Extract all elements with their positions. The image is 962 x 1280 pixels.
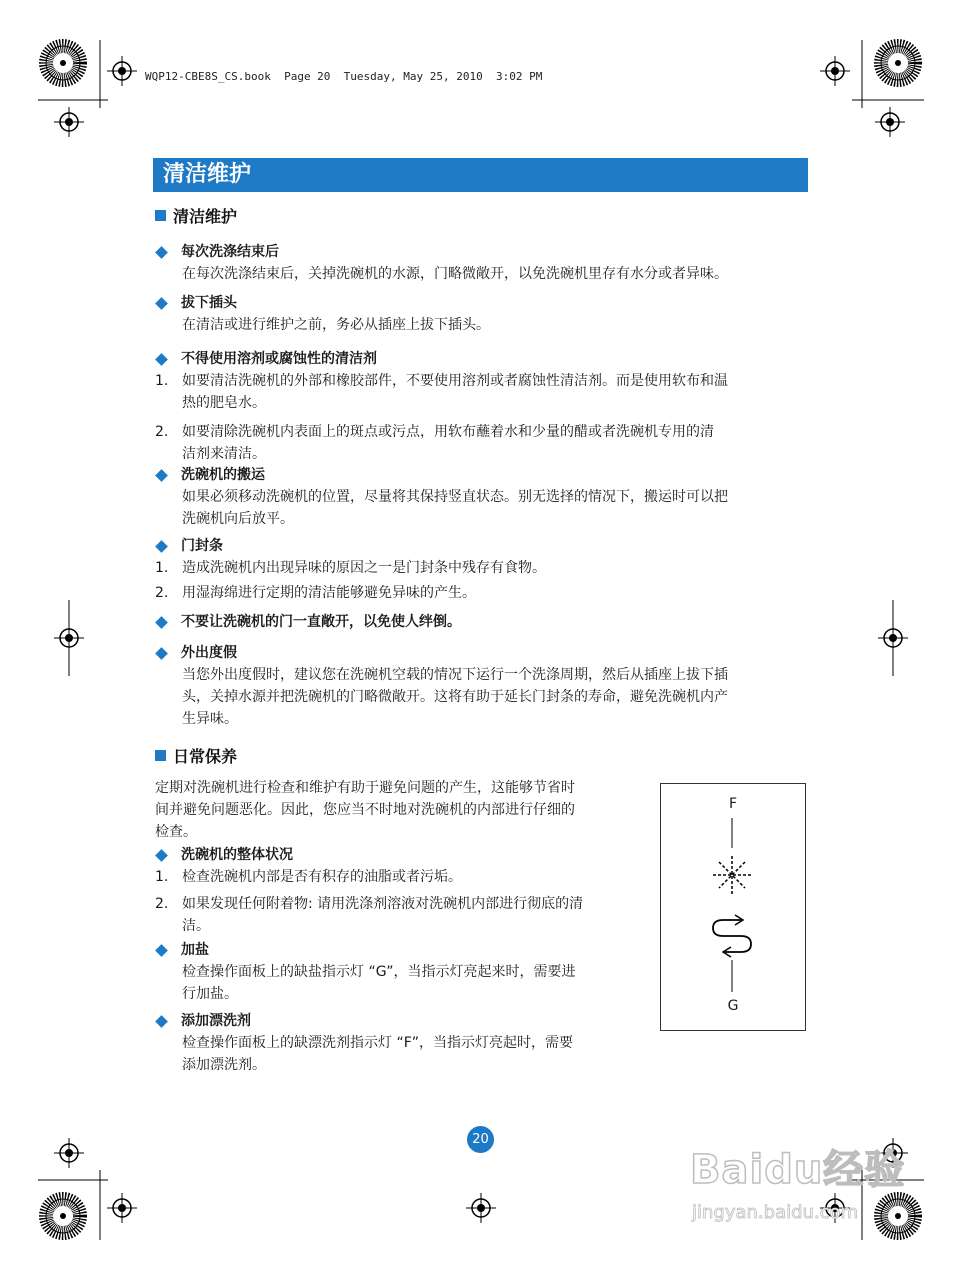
- section-heading-text: 日常保养: [173, 747, 238, 766]
- list-item: 2. 用湿海绵进行定期的清洁能够避免异味的产生。: [155, 585, 476, 601]
- diamond-bullet-icon: [155, 1015, 168, 1028]
- item-title: 加盐: [181, 942, 209, 958]
- item-overall-condition: [155, 844, 655, 937]
- watermark-logo-text: Baidu经验: [690, 1147, 906, 1193]
- page-title: 清洁维护: [153, 158, 808, 192]
- diamond-bullet-icon: [155, 353, 168, 366]
- diamond-bullet-icon: [155, 540, 168, 553]
- item-vacation: 外出度假 当您外出度假时，建议您在洗碗机空载的情况下运行一个洗涤周期，然后从插座上拔下插 头，关掉水源并把洗碗机的门略微敞开。这将有助于延长门封条的寿命，避免洗碗机内产 生异味。: [155, 642, 815, 730]
- watermark-url: jingyan.baidu.com: [692, 1202, 859, 1223]
- diamond-bullet-icon: [155, 616, 168, 629]
- item-body: 在清洁或进行维护之前，务必从插座上拔下插头。: [182, 317, 490, 333]
- item-title: 添加漂洗剂: [181, 1013, 251, 1029]
- diamond-bullet-icon: [155, 849, 168, 862]
- rinse-aid-indicator-label: F: [728, 796, 738, 812]
- item-title: 不得使用溶剂或腐蚀性的清洁剂: [181, 351, 377, 367]
- item-door-open-warning: [155, 611, 461, 633]
- salt-indicator-label: G: [727, 998, 739, 1014]
- indicator-figure: [660, 783, 806, 1031]
- diamond-bullet-icon: [155, 647, 168, 660]
- list-item: 1. 检查洗碗机内部是否有积存的油脂或者污垢。: [155, 869, 462, 885]
- page-number: 20: [467, 1126, 494, 1153]
- item-title: 每次洗涤结束后: [181, 244, 279, 260]
- diamond-bullet-icon: [155, 469, 168, 482]
- item-title: 拔下插头: [181, 295, 237, 311]
- list-item: 2. 如要清除洗碗机内表面上的斑点或污点，用软布蘸着水和少量的醋或者洗碗机专用的清 洁剂来清洁。: [155, 424, 714, 462]
- item-title: 不要让洗碗机的门一直敞开，以免使人绊倒。: [181, 614, 461, 630]
- square-bullet-icon: [155, 750, 166, 761]
- section-heading-text: 清洁维护: [173, 207, 238, 226]
- salt-cycle-icon: [713, 915, 751, 957]
- rinse-aid-sun-icon: [713, 856, 751, 894]
- item-title: 洗碗机的整体状况: [181, 847, 293, 863]
- item-after-wash: [155, 241, 728, 285]
- section-heading-cleaning: [155, 204, 237, 227]
- diamond-bullet-icon: [155, 246, 168, 259]
- item-door-seal: [155, 535, 815, 604]
- section-heading-maintenance: [155, 744, 237, 767]
- item-title: 外出度假: [181, 645, 237, 661]
- book-file-line: WQP12-CBE8S_CS.book Page 20 Tuesday, May 25, 2010 3:02 PM: [145, 70, 543, 83]
- item-add-salt: 加盐 检查操作面板上的缺盐指示灯 “G”，当指示灯亮起来时，需要进 行加盐。: [155, 939, 655, 1005]
- item-moving: 洗碗机的搬运 如果必须移动洗碗机的位置，尽量将其保持竖直状态。别无选择的情况下，搬运时可以把 洗碗机向后放平。: [155, 464, 815, 530]
- diamond-bullet-icon: [155, 944, 168, 957]
- item-unplug: [155, 292, 490, 336]
- item-add-rinse-aid: 添加漂洗剂 检查操作面板上的缺漂洗剂指示灯 “F”，当指示灯亮起时，需要 添加漂洗剂。: [155, 1010, 655, 1076]
- baidu-watermark: [690, 1130, 920, 1240]
- item-body: 在每次洗涤结束后，关掉洗碗机的水源，门略微敞开，以免洗碗机里存有水分或者异味。: [182, 266, 728, 282]
- diamond-bullet-icon: [155, 297, 168, 310]
- item-title: 门封条: [181, 538, 223, 554]
- item-no-solvent: [155, 348, 815, 465]
- square-bullet-icon: [155, 210, 166, 221]
- maintenance-intro: 定期对洗碗机进行检查和维护有助于避免问题的产生，这能够节省时 间并避免问题恶化。因此，您应当不时地对洗碗机的内部进行仔细的 检查。: [155, 780, 575, 840]
- item-title: 洗碗机的搬运: [181, 467, 265, 483]
- list-item: 1. 如要清洁洗碗机的外部和橡胶部件，不要使用溶剂或者腐蚀性清洁剂。而是使用软布和温 热的肥皂水。: [155, 373, 728, 411]
- list-item: 2. 如果发现任何附着物: 请用洗涤剂溶液对洗碗机内部进行彻底的清 洁。: [155, 896, 584, 934]
- list-item: 1. 造成洗碗机内出现异味的原因之一是门封条中残存有食物。: [155, 560, 546, 576]
- indicator-drawing: [661, 784, 807, 1032]
